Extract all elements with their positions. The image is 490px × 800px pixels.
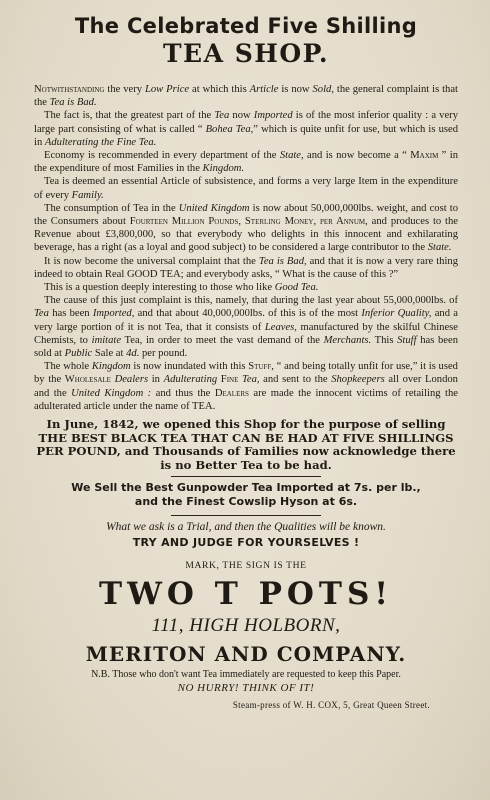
emphasis: Adulterating xyxy=(163,374,218,386)
text-run: all over London and the xyxy=(34,374,458,399)
text-run: This xyxy=(371,334,398,346)
emphasis: Good Tea. xyxy=(274,282,319,294)
paragraph-3 xyxy=(34,149,458,175)
text-run: the very xyxy=(104,84,145,95)
printer-imprint: Steam-press of W. H. COX, 5, Great Queen Street. xyxy=(232,700,430,711)
lead-word: Notwithstanding xyxy=(34,84,105,95)
small-caps: Wholesale xyxy=(64,374,111,386)
try-text: TRY AND JUDGE FOR YOURSELVES ! xyxy=(132,536,360,550)
small-caps: Fourteen Million Pounds, Sterling Money, per Annum, xyxy=(129,216,368,228)
gunpowder-line-1: We Sell the Best Gunpowder Tea Imported at 7s. per lb., xyxy=(71,481,421,495)
text-run: at which this xyxy=(189,84,250,95)
emphasis: Imported, xyxy=(92,308,135,320)
paragraph-4 xyxy=(34,175,458,201)
text-run: per pound. xyxy=(139,348,188,360)
paragraph-1 xyxy=(34,83,458,109)
emphasis: Tea is Bad. xyxy=(49,97,97,109)
paragraph-8 xyxy=(34,294,458,360)
emphasis: Merchants. xyxy=(323,334,372,346)
emphasis: United Kingdom : xyxy=(71,387,152,399)
small-caps: Stuff, xyxy=(248,361,274,373)
emphasis: Tea, xyxy=(241,374,260,386)
emphasis: Family. xyxy=(71,189,104,201)
emphasis: Shopkeepers xyxy=(331,374,385,386)
emphasis: Dealers xyxy=(114,374,149,386)
small-caps: Dealers xyxy=(214,387,249,399)
text-run: “ and being totally unfit for use,” it is used by the xyxy=(34,361,458,386)
text-run: The cause of this just complaint is this, namely, that during the last year about 55,000,000lbs. of xyxy=(44,295,458,307)
emphasis: 4d. xyxy=(126,348,140,360)
text-run: and sent to the xyxy=(259,374,332,386)
emphasis: Bohea Tea, xyxy=(205,123,254,135)
text-run: and produces to the Revenue about £3,800,000, so that everybody who delights in this innocent and exhilarating beverage, has a right (as a loyal and good subject) to be considered a large contributor to the xyxy=(34,216,458,254)
emphasis: Inferior Quality, xyxy=(361,308,432,320)
emphasis: Public xyxy=(64,348,93,360)
text-run: Economy is recommended in every department of the xyxy=(44,150,280,162)
paragraph-6 xyxy=(34,255,458,281)
emphasis: State. xyxy=(427,242,452,254)
gunpowder-line-2: and the Finest Cowslip Hyson at 6s. xyxy=(134,495,358,509)
divider xyxy=(171,476,321,477)
address: 111, HIGH HOLBORN, xyxy=(151,615,341,637)
poster-subtitle: TEA SHOP. xyxy=(162,39,330,68)
text-run: and that about 40,000,000lbs. of this is of the most xyxy=(134,308,362,320)
text-run: is now inundated with this xyxy=(130,361,249,373)
text-run: Sale at xyxy=(92,348,127,360)
emphasis: United Kingdom xyxy=(178,202,250,214)
text-run: is now xyxy=(278,84,313,95)
text-run: , and is now become a “ xyxy=(301,150,411,162)
text-run: The consumption of Tea in the xyxy=(44,202,179,214)
announcement: In June, 1842, we opened this Shop for the purpose of selling THE BEST BLACK TEA THAT CAN BE HAD AT FIVE SHILLINGS PER POUND, and Thousands of Families now acknowledge there is no Better Tea to be had. xyxy=(36,417,456,472)
poster-title: The Celebrated Five Shilling xyxy=(74,14,418,38)
nota-bene: N.B. Those who don't want Tea immediately are requested to keep this Paper. xyxy=(91,669,401,681)
text-run: is now about 50,000,000lbs. weight, and cost to the Consumers about xyxy=(34,202,458,228)
divider xyxy=(171,515,321,516)
emphasis: Tea is Bad, xyxy=(258,255,307,267)
text-run: manufactured by the skilful Chinese Chemists, to xyxy=(34,321,458,346)
emphasis: Leaves, xyxy=(264,321,297,333)
text-run: , the general complaint is that the xyxy=(34,84,458,109)
small-caps: Fine xyxy=(220,374,239,386)
sign-name: TWO T POTS! xyxy=(99,576,393,613)
text-run: and a very large portion of it is not Tea, that it consists of xyxy=(34,308,458,333)
emphasis: imitate xyxy=(91,334,122,346)
text-run: is of the most inferior quality : a very large part consisting of what is called “ xyxy=(34,110,458,135)
emphasis: Kingdom. xyxy=(202,163,245,175)
emphasis: Adulterating the Fine Tea. xyxy=(44,136,157,148)
paragraph-7 xyxy=(34,281,458,294)
trial-text: What we ask is a Trial, and then the Qualities will be known. xyxy=(106,521,386,534)
emphasis: Tea xyxy=(34,308,49,320)
text-run: are made the innocent victims of retailing the adulterated article under the name of TEA. xyxy=(34,387,458,412)
body-text xyxy=(34,83,458,413)
text-run: now xyxy=(229,110,254,122)
emphasis: State xyxy=(279,150,302,162)
text-run: and thus the xyxy=(151,387,215,399)
emphasis: Article xyxy=(249,84,279,95)
text-run: has been sold at xyxy=(34,334,458,360)
text-run: has been xyxy=(48,308,93,320)
paragraph-2 xyxy=(34,109,458,149)
text-run: It is now become the universal complaint that the xyxy=(44,255,259,267)
firm-name: MERITON AND COMPANY. xyxy=(85,642,407,667)
emphasis: Sold xyxy=(312,84,332,95)
text-run: The whole xyxy=(44,361,92,373)
small-caps: Maxim xyxy=(410,150,439,162)
text-run: Tea, in order to meet the vast demand of the xyxy=(121,334,324,346)
gunpowder-offer xyxy=(34,481,458,509)
emphasis: Kingdom xyxy=(91,361,131,373)
text-run: The fact is, that the greatest part of the xyxy=(44,110,215,122)
text-run: in xyxy=(148,374,164,386)
emphasis: Tea xyxy=(214,110,230,122)
text-run: ” which is quite unfit for use, but which is used in xyxy=(34,123,458,148)
paragraph-9 xyxy=(34,360,458,413)
text-run: and that it is now a very rare thing indeed to obtain Real GOOD TEA; and everybody asks, “ What is the cause of this ?” xyxy=(34,255,459,280)
paragraph-5 xyxy=(34,202,458,255)
text-run: Tea is deemed an essential Article of subsistence, and forms a very large Item in the expenditure of every xyxy=(34,176,458,201)
text-run: ” in the expenditure of most Families in the xyxy=(34,150,458,175)
emphasis: Low Price xyxy=(144,84,190,95)
sign-intro: MARK, THE SIGN IS THE xyxy=(185,560,307,572)
no-hurry: NO HURRY! THINK OF IT! xyxy=(177,682,315,695)
emphasis: Stuff xyxy=(397,334,417,346)
emphasis: Imported xyxy=(253,110,293,122)
text-run: This is a question deeply interesting to those who like xyxy=(44,282,275,294)
